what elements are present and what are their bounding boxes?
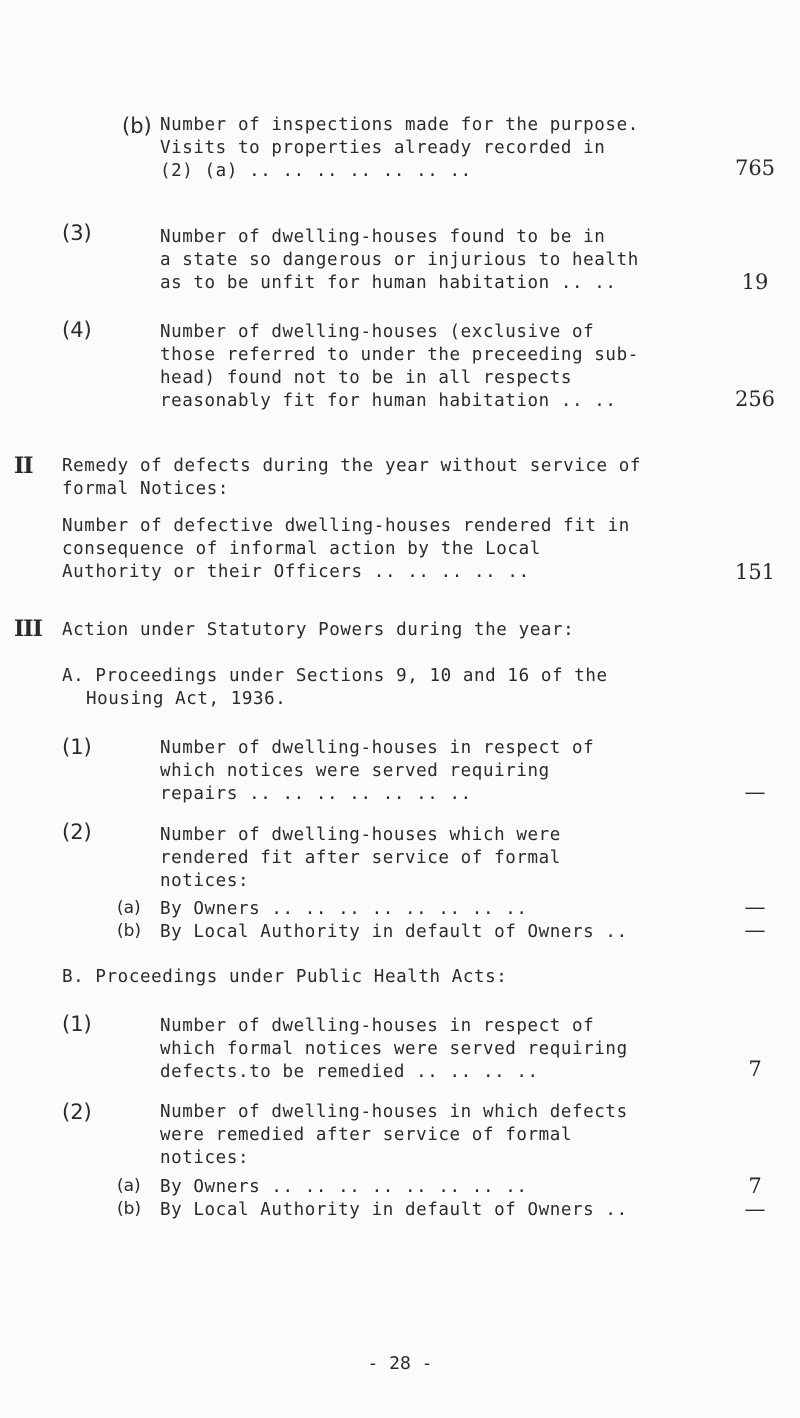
text-line: consequence of informal action by the Local: [62, 539, 541, 559]
text-line: repairs .. .. .. .. .. .. ..: [160, 784, 472, 804]
text-line: (2) (a) .. .. .. .. .. .. ..: [160, 161, 472, 181]
text-line: Number of defective dwelling-houses rendered fit in: [62, 516, 630, 536]
page-number: - 28 -: [367, 1353, 433, 1374]
item-b1-text: [160, 1015, 628, 1084]
text-line: Number of dwelling-houses which were: [160, 825, 561, 845]
section-ii-heading: [62, 455, 641, 501]
value-4: 256: [734, 387, 776, 411]
value-a2b: —: [744, 918, 766, 942]
text-line: head) found not to be in all respects: [160, 368, 573, 388]
item-b2a-text: [160, 1176, 527, 1199]
value-b1: 7: [748, 1057, 762, 1081]
value-ii: 151: [734, 560, 776, 584]
item-a2-text: [160, 824, 561, 893]
section-numeral-ii: II: [14, 453, 33, 479]
text-line: notices:: [160, 1148, 250, 1168]
text-line: By Local Authority in default of Owners ..: [160, 922, 628, 942]
text-line: Number of dwelling-houses in respect of: [160, 738, 595, 758]
section-ii-text: [62, 515, 630, 584]
text-line: those referred to under the preceeding sub-: [160, 345, 639, 365]
section-numeral-iii: III: [14, 616, 42, 642]
text-line: Authority or their Officers .. .. .. .. ..: [62, 562, 530, 582]
item-label-b2: (2): [62, 1100, 92, 1124]
subsection-b-heading: [62, 966, 507, 989]
text-line: reasonably fit for human habitation .. ..: [160, 391, 617, 411]
heading-line: Remedy of defects during the year without service of: [62, 456, 642, 476]
value-b2a: 7: [748, 1174, 762, 1198]
item-b2-text: [160, 1101, 628, 1170]
value-3: 19: [741, 270, 769, 294]
text-line: By Local Authority in default of Owners ..: [160, 1200, 628, 1220]
text-line: Number of dwelling-houses found to be in: [160, 227, 606, 247]
value-a1: —: [744, 780, 766, 804]
text-line: a state so dangerous or injurious to health: [160, 250, 639, 270]
item-a1-text: [160, 737, 594, 806]
item-label-a2b: (b): [117, 921, 142, 941]
heading-line: A. Proceedings under Sections 9, 10 and 16 of the: [62, 666, 608, 686]
item-label-b2a: (a): [117, 1176, 141, 1196]
text-line: which notices were served requiring: [160, 761, 550, 781]
text-line: as to be unfit for human habitation .. ..: [160, 273, 617, 293]
heading-line: formal Notices:: [62, 479, 230, 499]
item-4-text: [160, 321, 639, 413]
item-label-a2: (2): [62, 820, 92, 844]
section-iii-heading: [62, 619, 574, 642]
item-label-b: (b): [122, 114, 152, 138]
item-b2b-text: [160, 1199, 628, 1222]
text-line: Number of dwelling-houses in which defects: [160, 1102, 628, 1122]
item-label-b2b: (b): [117, 1199, 142, 1219]
item-label-a1: (1): [62, 735, 92, 759]
item-a2b-text: [160, 921, 628, 944]
item-label-4: (4): [62, 318, 92, 342]
heading-line: Housing Act, 1936.: [86, 689, 287, 709]
text-line: notices:: [160, 871, 250, 891]
text-line: Number of inspections made for the purpose.: [160, 115, 639, 135]
value-b2b: —: [744, 1197, 766, 1221]
item-a2a-text: [160, 898, 527, 921]
text-line: By Owners .. .. .. .. .. .. .. ..: [160, 1177, 528, 1197]
item-label-b1: (1): [62, 1012, 92, 1036]
text-line: By Owners .. .. .. .. .. .. .. ..: [160, 899, 528, 919]
subsection-a-heading: [62, 665, 608, 711]
text-line: Number of dwelling-houses (exclusive of: [160, 322, 595, 342]
text-line: rendered fit after service of formal: [160, 848, 561, 868]
text-line: Number of dwelling-houses in respect of: [160, 1016, 595, 1036]
heading-line: Action under Statutory Powers during the year:: [62, 620, 575, 640]
item-label-a2a: (a): [117, 898, 141, 918]
item-3-text: [160, 226, 639, 295]
value-a2a: —: [744, 895, 766, 919]
value-b: 765: [734, 156, 776, 180]
item-b-text: [160, 114, 639, 183]
heading-line: B. Proceedings under Public Health Acts:: [62, 967, 508, 987]
text-line: Visits to properties already recorded in: [160, 138, 606, 158]
text-line: were remedied after service of formal: [160, 1125, 573, 1145]
item-label-3: (3): [62, 221, 92, 245]
text-line: defects.to be remedied .. .. .. ..: [160, 1062, 539, 1082]
text-line: which formal notices were served requiring: [160, 1039, 628, 1059]
